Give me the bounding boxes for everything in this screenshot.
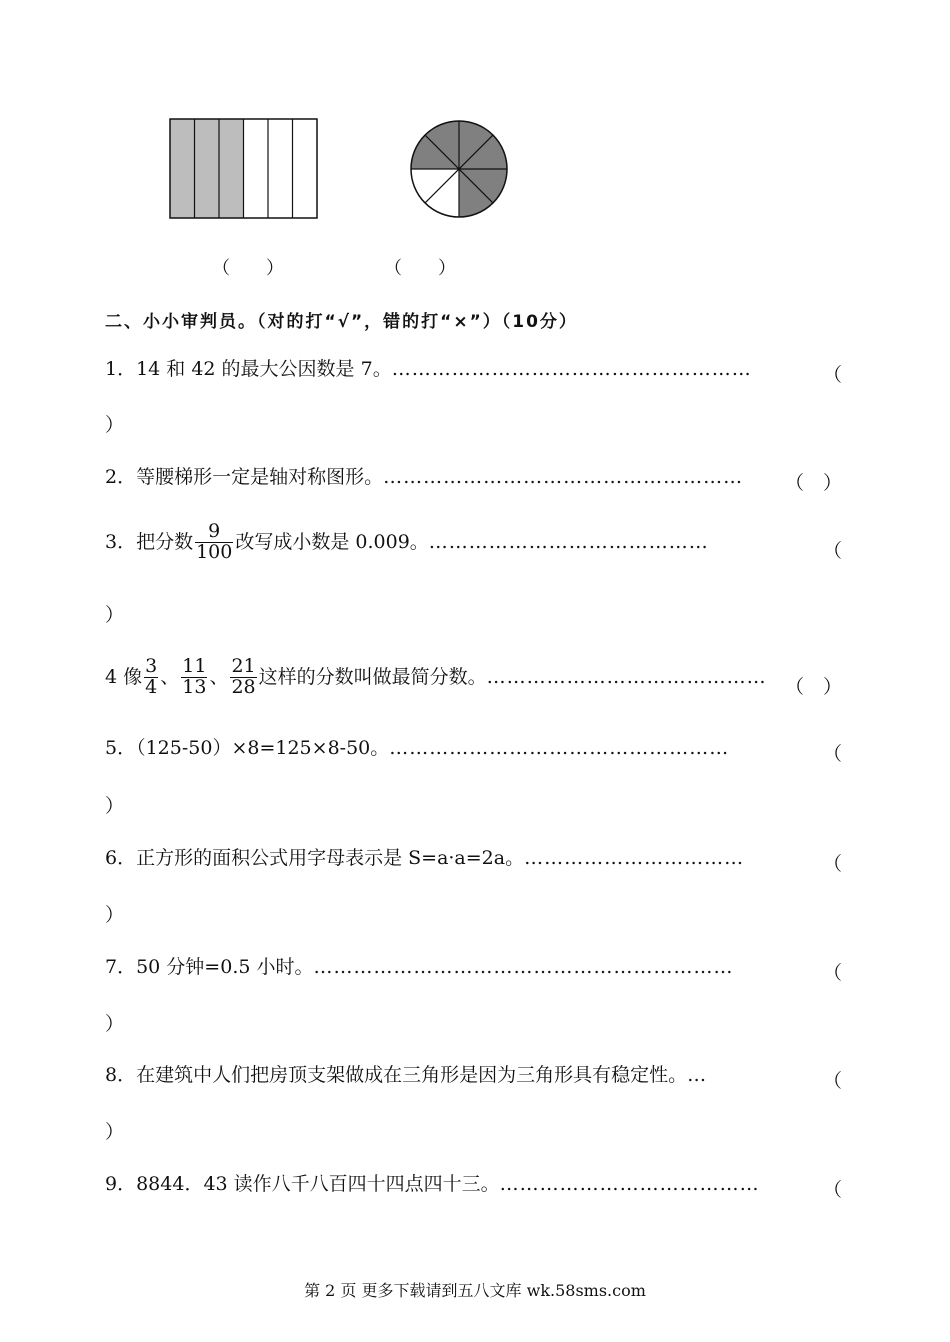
question-4-dots: …………………………………… [486, 665, 767, 688]
question-1-paren-close[interactable]: ） [105, 414, 125, 436]
question-3-paren-close[interactable]: ） [105, 604, 125, 626]
section-heading: 二、小小审判员。（对的打“√”，错的打“×”）（10分） [105, 312, 578, 332]
question-4-fraction-3-denominator: 28 [231, 675, 256, 698]
question-8 [105, 1066, 707, 1085]
question-4-fraction-1-numerator: 3 [145, 655, 158, 677]
question-3-numerator: 9 [195, 522, 233, 543]
question-7-text: 7．50 分钟=0.5 小时。 [105, 956, 314, 978]
question-8-dots: … [687, 1064, 708, 1086]
question-8-paren-close[interactable]: ） [105, 1121, 125, 1143]
question-5 [105, 739, 729, 758]
question-1 [105, 360, 752, 379]
circle-answer-blank[interactable]: （ ） [384, 258, 456, 279]
question-9-text: 9．8844．43 读作八千八百四十四点四十三。 [105, 1173, 500, 1195]
page-footer: 第 2 页 更多下载请到五八文库 wk.58sms.com [304, 1281, 646, 1300]
question-7-paren-close[interactable]: ） [105, 1013, 125, 1035]
question-4-fraction-1 [144, 657, 158, 698]
question-8-text: 8．在建筑中人们把房顶支架做成在三角形是因为三角形具有稳定性。 [105, 1064, 688, 1086]
question-2 [105, 468, 743, 487]
question-2-text: 2．等腰梯形一定是轴对称图形。 [105, 466, 384, 488]
question-1-text: 1．14 和 42 的最大公因数是 7。 [105, 358, 392, 380]
question-4-fraction-3 [230, 657, 256, 698]
question-3-suffix: 改写成小数是 0.009。 [235, 530, 429, 553]
question-4-fraction-2-numerator: 11 [182, 655, 207, 677]
question-3-prefix: 3．把分数 [105, 530, 194, 553]
question-2-paren[interactable]: （ ） [784, 472, 842, 494]
fraction-rectangle-figure [168, 117, 320, 221]
question-6-paren-close[interactable]: ） [105, 904, 125, 926]
question-4-separator-2: 、 [209, 665, 229, 688]
question-7 [105, 958, 733, 977]
question-1-paren-open[interactable]: （ [822, 364, 842, 386]
rectangle-answer-blank[interactable]: （ ） [212, 258, 284, 279]
question-4-fraction-2 [181, 657, 207, 698]
question-3 [105, 522, 709, 563]
question-4-suffix: 这样的分数叫做最简分数。 [258, 665, 487, 688]
question-6-dots: …………………………… [524, 847, 745, 869]
question-1-dots: ……………………………………………… [391, 358, 752, 380]
question-9-dots: ………………………………… [499, 1173, 760, 1195]
question-7-paren-open[interactable]: （ [822, 962, 842, 984]
question-4-fraction-2-denominator: 13 [182, 675, 207, 698]
question-2-dots: ……………………………………………… [383, 466, 744, 488]
question-5-paren-open[interactable]: （ [822, 743, 842, 765]
question-4-fraction-1-denominator: 4 [145, 675, 158, 698]
question-4 [105, 657, 767, 698]
question-4-separator-1: 、 [160, 665, 180, 688]
question-8-paren-open[interactable]: （ [822, 1070, 842, 1092]
question-9-paren-open[interactable]: （ [822, 1179, 842, 1201]
question-3-paren-open[interactable]: （ [822, 540, 842, 562]
question-3-fraction [195, 522, 233, 563]
question-4-prefix: 4 像 [105, 665, 143, 688]
question-3-dots: …………………………………… [428, 530, 709, 553]
question-3-denominator: 100 [196, 540, 233, 563]
question-4-paren[interactable]: （ ） [784, 676, 842, 698]
question-9 [105, 1175, 760, 1194]
question-6-paren-open[interactable]: （ [822, 853, 842, 875]
fraction-circle-figure [408, 118, 510, 220]
question-6 [105, 849, 744, 868]
question-5-text: 5．（125-50）×8=125×8-50。 [105, 737, 390, 759]
question-6-text: 6．正方形的面积公式用字母表示是 S=a·a=2a。 [105, 847, 525, 869]
question-5-paren-close[interactable]: ） [105, 795, 125, 817]
question-7-dots: ……………………………………………………… [313, 956, 734, 978]
question-4-fraction-3-numerator: 21 [231, 655, 256, 677]
question-5-dots: …………………………………………… [389, 737, 730, 759]
